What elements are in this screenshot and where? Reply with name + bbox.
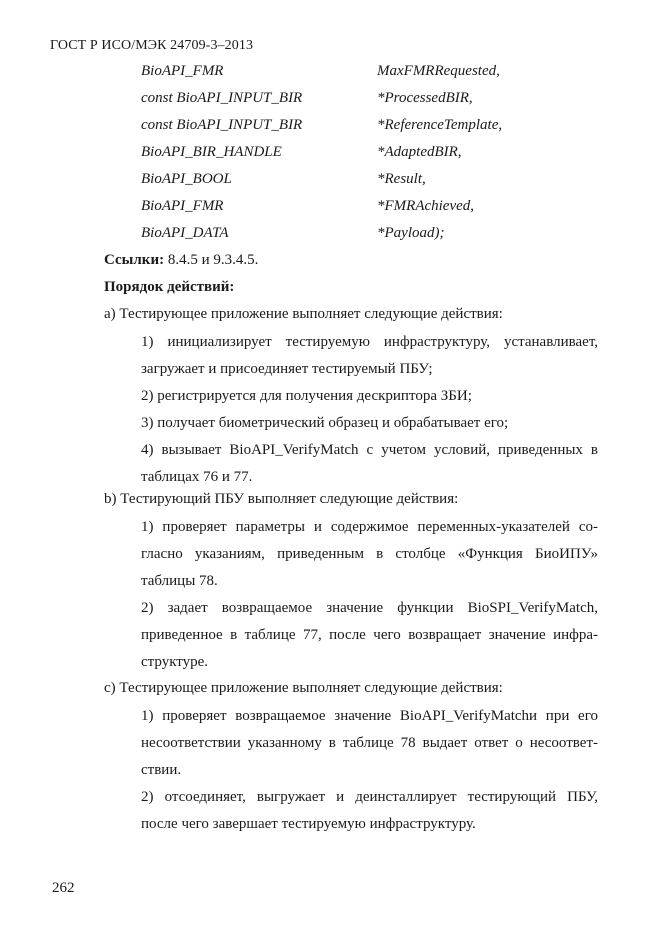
parameter-row xyxy=(0,198,661,218)
parameter-type: BioAPI_BOOL xyxy=(141,171,232,187)
parameter-type: BioAPI_DATA xyxy=(141,225,229,241)
list-item-line: 2) задает возвращаемое значение функции BioSPI_VerifyMatch, xyxy=(141,600,598,616)
list-item-line: таблицах 76 и 77. xyxy=(141,469,253,485)
parameter-name: MaxFMRRequested, xyxy=(377,63,500,79)
list-item-line: 1) проверяет параметры и содержимое переменных-указателей со- xyxy=(141,519,598,535)
list-item-line: загружает и присоединяет тестируемый ПБУ; xyxy=(141,361,433,377)
list-item-line: гласно указаниям, приведенным в столбце «Функция БиоИПУ» xyxy=(141,546,598,562)
list-item-line: 1) инициализирует тестируемую инфраструктуру, устанавливает, xyxy=(141,334,598,350)
procedure-heading: Порядок действий: xyxy=(104,279,235,295)
list-item-line: 2) отсоединяет, выгружает и деинсталлирует тестирующий ПБУ, xyxy=(141,789,598,805)
parameter-type: const BioAPI_INPUT_BIR xyxy=(141,90,303,106)
parameter-name: *Result, xyxy=(377,171,426,187)
section-b-items xyxy=(141,514,598,676)
parameter-row xyxy=(0,117,661,137)
parameter-row xyxy=(0,225,661,245)
parameter-type: BioAPI_FMR xyxy=(141,63,224,79)
references-text: 8.4.5 и 9.3.4.5. xyxy=(164,252,259,268)
list-item-line: 3) получает биометрический образец и обрабатывает его; xyxy=(141,415,509,431)
parameter-type: BioAPI_FMR xyxy=(141,198,224,214)
parameter-name: *ReferenceTemplate, xyxy=(377,117,503,133)
section-a-title: a) Тестирующее приложение выполняет следующие действия: xyxy=(104,306,503,322)
section-c-items xyxy=(141,703,598,838)
references-line xyxy=(104,252,258,269)
section-a-items xyxy=(141,329,598,491)
list-item-line: после чего завершает тестируемую инфраструктуру. xyxy=(141,816,476,832)
list-item-line: ствии. xyxy=(141,762,182,778)
parameter-type: const BioAPI_INPUT_BIR xyxy=(141,117,303,133)
parameter-row xyxy=(0,63,661,83)
page-number: 262 xyxy=(52,880,75,896)
document-header: ГОСТ Р ИСО/МЭК 24709-3–2013 xyxy=(50,38,254,53)
section-c-title: c) Тестирующее приложение выполняет следующие действия: xyxy=(104,680,503,696)
section-b-title: b) Тестирующий ПБУ выполняет следующие действия: xyxy=(104,491,459,507)
parameter-type: BioAPI_BIR_HANDLE xyxy=(141,144,282,160)
parameter-row xyxy=(0,90,661,110)
parameter-name: *AdaptedBIR, xyxy=(377,144,462,160)
list-item-line: 4) вызывает BioAPI_VerifyMatch с учетом условий, приведенных в xyxy=(141,442,598,458)
list-item-line: 1) проверяет возвращаемое значение BioAPI_VerifyMatchи при его xyxy=(141,708,598,724)
list-item-line: таблицы 78. xyxy=(141,573,218,589)
parameter-row xyxy=(0,171,661,191)
parameter-row xyxy=(0,144,661,164)
parameter-name: *ProcessedBIR, xyxy=(377,90,473,106)
list-item-line: 2) регистрируется для получения дескриптора ЗБИ; xyxy=(141,388,472,404)
list-item-line: приведенное в таблице 77, после чего возвращает значение инфра- xyxy=(141,627,598,643)
parameter-name: *FMRAchieved, xyxy=(377,198,475,214)
list-item-line: несоответствии указанному в таблице 78 выдает ответ о несоответ- xyxy=(141,735,598,751)
list-item-line: структуре. xyxy=(141,654,209,670)
references-label: Ссылки: xyxy=(104,252,165,268)
parameter-name: *Payload); xyxy=(377,225,445,241)
